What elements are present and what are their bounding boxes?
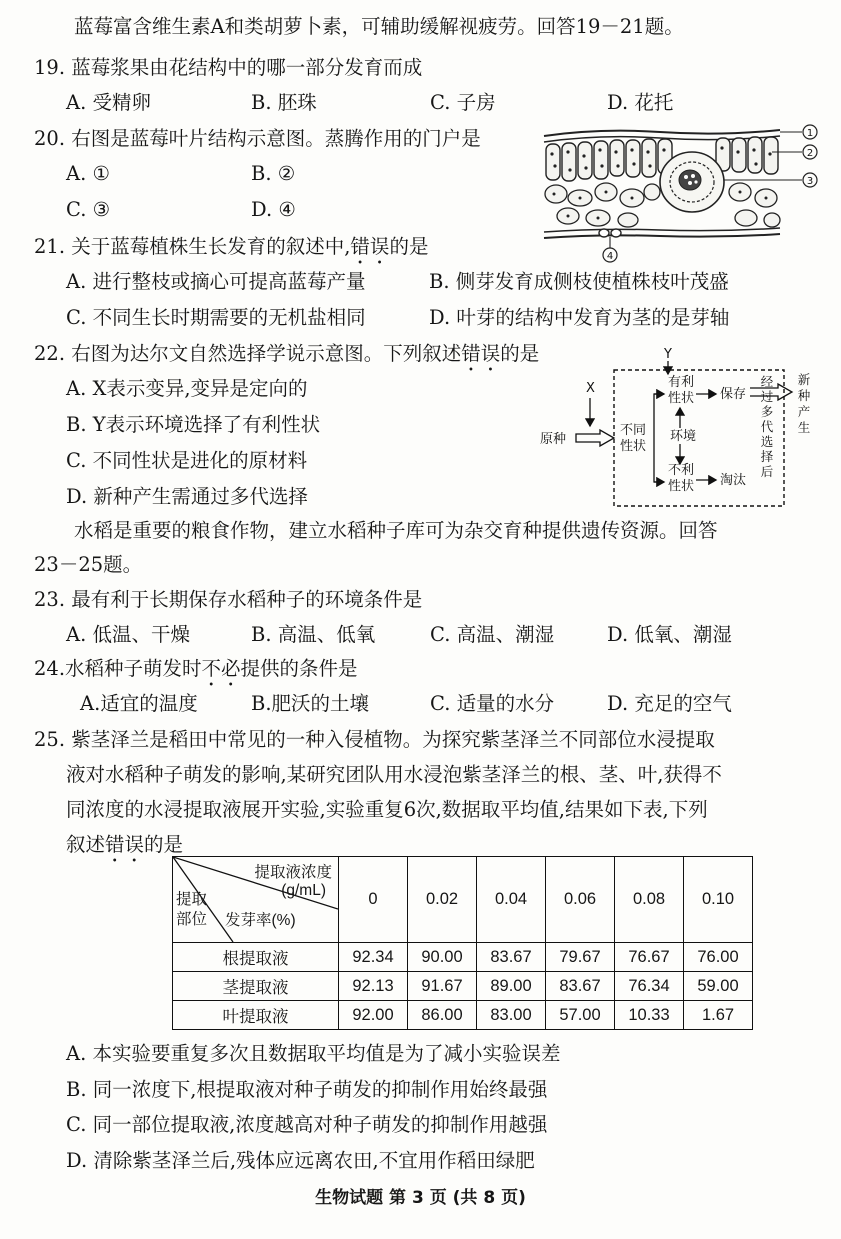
table-cell: 89.00: [477, 972, 546, 1001]
q24-option-c: C. 适量的水分: [430, 692, 555, 715]
leaf-structure-figure: [540, 122, 830, 264]
header-unit: (g/mL): [281, 882, 326, 899]
q23-option-a: A. 低温、干燥: [66, 623, 190, 646]
diagram-multi-5: 择: [760, 449, 774, 464]
row-label: 茎提取液: [173, 972, 339, 1001]
figure-label-3: 3: [806, 176, 814, 187]
table-cell: 57.00: [546, 1001, 615, 1030]
q19-option-d: D. 花托: [607, 91, 674, 114]
q25-option-b: B. 同一浓度下,根提取液对种子萌发的抑制作用始终最强: [66, 1078, 548, 1101]
diagram-new-0: 新: [797, 372, 811, 387]
q19-option-c: C. 子房: [430, 91, 496, 114]
table-cell: 92.34: [339, 943, 408, 972]
page-footer: 生物试题 第 3 页 (共 8 页): [315, 1188, 526, 1208]
q25-option-d: D. 清除紫茎泽兰后,残体应远离农田,不宜用作稻田绿肥: [66, 1149, 535, 1172]
q24-option-d: D. 充足的空气: [607, 692, 732, 715]
intro-blueberry: 蓝莓富含维生素A和类胡萝卜素，可辅助缓解视疲劳。回答19－21题。: [74, 15, 684, 38]
q21-option-a: A. 进行整枝或摘心可提高蓝莓产量: [66, 270, 366, 293]
q25-option-c: C. 同一部位提取液,浓度越高对种子萌发的抑制作用越强: [66, 1113, 548, 1136]
table-cell: 83.67: [546, 972, 615, 1001]
q23-option-b: B. 高温、低氧: [251, 623, 376, 646]
diagram-good-1: 有利: [668, 375, 695, 390]
diagram-multi-2: 多: [760, 404, 774, 419]
figure-label-1: 1: [806, 128, 814, 139]
diagram-new-1: 种: [797, 388, 811, 403]
q21-stem: 21. 关于蓝莓植株生长发育的叙述中,错误的是: [34, 235, 429, 258]
q19-option-b: B. 胚珠: [251, 91, 317, 114]
q23-option-d: D. 低氧、潮湿: [607, 623, 732, 646]
q21-option-c: C. 不同生长时期需要的无机盐相同: [66, 306, 366, 329]
diagram-traits-1: 不同: [620, 423, 647, 438]
q25-line4: 叙述错误的是: [66, 833, 184, 856]
table-cell: 86.00: [408, 1001, 477, 1030]
q19-option-a: A. 受精卵: [66, 91, 151, 114]
q20-option-a: A. ①: [66, 162, 110, 185]
natural-selection-diagram: [536, 344, 826, 510]
q20-option-c: C. ③: [66, 198, 111, 221]
table-row: [173, 943, 753, 972]
diagram-multi-4: 选: [760, 434, 774, 449]
table-cell: 91.67: [408, 972, 477, 1001]
table-cell: 1.67: [684, 1001, 753, 1030]
diagram-multi-1: 过: [760, 389, 774, 404]
diagram-multi-3: 代: [760, 419, 774, 434]
q20-option-d: D. ④: [251, 198, 296, 221]
diagram-multi-6: 后: [760, 464, 774, 479]
q24-option-b: B.肥沃的土壤: [251, 692, 370, 715]
q20-option-b: B. ②: [251, 162, 296, 185]
col-header: 0: [339, 857, 408, 943]
col-header: 0.04: [477, 857, 546, 943]
col-header: 0.06: [546, 857, 615, 943]
intro-rice-line2: 23－25题。: [34, 553, 143, 576]
figure-label-2: 2: [806, 148, 814, 159]
diagram-multi-0: 经: [760, 374, 774, 389]
q22-stem: 22. 右图为达尔文自然选择学说示意图。下列叙述错误的是: [34, 342, 540, 365]
figure-label-4: 4: [606, 251, 614, 262]
diagram-env: 环境: [670, 429, 697, 444]
table-cell: 92.00: [339, 1001, 408, 1030]
q20-stem: 20. 右图是蓝莓叶片结构示意图。蒸腾作用的门户是: [34, 127, 481, 150]
diagram-new-3: 生: [797, 420, 811, 435]
table-cell: 59.00: [684, 972, 753, 1001]
table-cell: 76.67: [615, 943, 684, 972]
col-header: 0.08: [615, 857, 684, 943]
header-rate: 发芽率(%): [225, 912, 296, 929]
germination-table: [172, 856, 753, 1030]
diagram-keep: 保存: [720, 387, 747, 402]
table-cell: 90.00: [408, 943, 477, 972]
q23-stem: 23. 最有利于长期保存水稻种子的环境条件是: [34, 588, 423, 611]
intro-rice-line1: 水稻是重要的粮食作物，建立水稻种子库可为杂交育种提供遗传资源。回答: [74, 519, 718, 542]
diagram-good-2: 性状: [668, 391, 695, 406]
q24-stem: 24.水稻种子萌发时不必提供的条件是: [34, 657, 358, 680]
q25-option-a: A. 本实验要重复多次且数据取平均值是为了减小实验误差: [66, 1042, 561, 1065]
q25-line1: 25. 紫茎泽兰是稻田中常见的一种入侵植物。为探究紫茎泽兰不同部位水浸提取: [34, 728, 715, 751]
table-cell: 92.13: [339, 972, 408, 1001]
table-cell: 83.00: [477, 1001, 546, 1030]
diagram-traits-2: 性状: [620, 439, 647, 454]
q19-stem: 19. 蓝莓浆果由花结构中的哪一部分发育而成: [34, 56, 423, 79]
diagram-new-2: 产: [797, 404, 811, 419]
diagram-drop: 淘汰: [720, 473, 747, 488]
q22-option-a: A. X表示变异,变异是定向的: [66, 377, 308, 400]
q21-option-d: D. 叶芽的结构中发育为茎的是芽轴: [429, 306, 730, 329]
table-row: [173, 1001, 753, 1030]
col-header: 0.02: [408, 857, 477, 943]
diagram-bad-2: 性状: [668, 479, 695, 494]
q21-option-b: B. 侧芽发育成侧枝使植株枝叶茂盛: [429, 270, 729, 293]
diagram-y: Y: [664, 347, 672, 362]
table-cell: 76.34: [615, 972, 684, 1001]
q22-option-b: B. Y表示环境选择了有利性状: [66, 413, 321, 436]
table-corner-header: [173, 857, 339, 943]
table-cell: 10.33: [615, 1001, 684, 1030]
col-header: 0.10: [684, 857, 753, 943]
header-part: 提取部位: [176, 891, 208, 928]
q25-line2: 液对水稻种子萌发的影响,某研究团队用水浸泡紫茎泽兰的根、茎、叶,获得不: [66, 763, 722, 786]
q25-line3: 同浓度的水浸提取液展开实验,实验重复6次,数据取平均值,结果如下表,下列: [66, 798, 708, 821]
row-label: 叶提取液: [173, 1001, 339, 1030]
table-cell: 83.67: [477, 943, 546, 972]
table-cell: 79.67: [546, 943, 615, 972]
diagram-x: X: [586, 381, 595, 396]
row-label: 根提取液: [173, 943, 339, 972]
header-concentration: 提取液浓度: [254, 864, 332, 881]
q22-option-c: C. 不同性状是进化的原材料: [66, 449, 308, 472]
q22-option-d: D. 新种产生需通过多代选择: [66, 485, 308, 508]
table-row: [173, 972, 753, 1001]
q24-option-a: A.适宜的温度: [80, 692, 198, 715]
diagram-bad-1: 不利: [668, 463, 695, 478]
q23-option-c: C. 高温、潮湿: [430, 623, 555, 646]
diagram-origin: 原种: [540, 432, 567, 447]
table-cell: 76.00: [684, 943, 753, 972]
